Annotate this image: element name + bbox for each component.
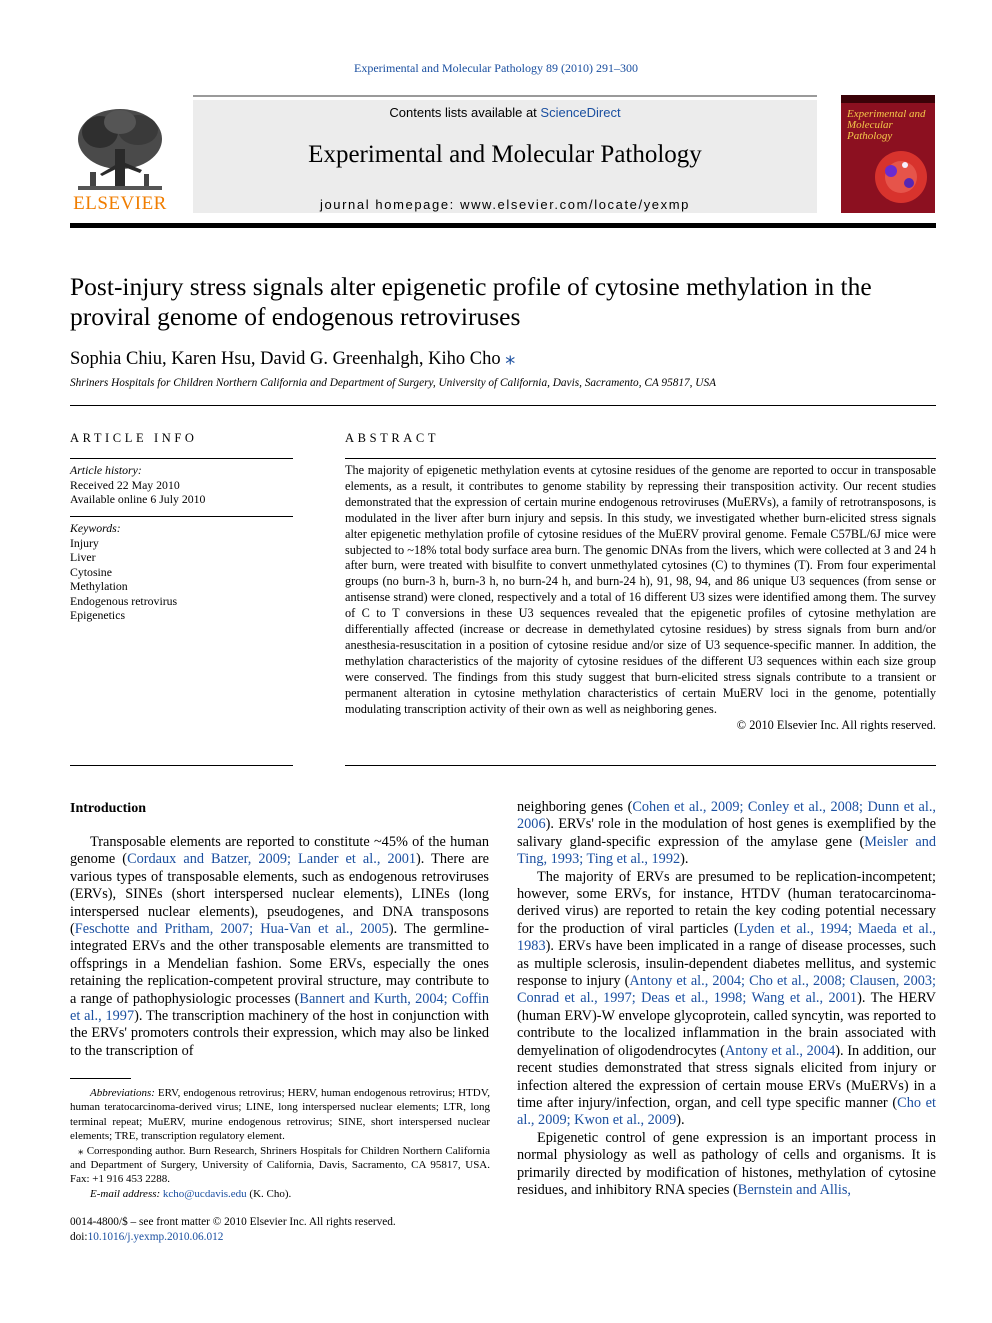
abbreviations-text: ERV, endogenous retrovirus; HERV, human endogenous retrovirus; HTDV, human teratocarcinoma-derived virus; LINE, long interspersed nuclear elements; LTR, long terminal repeat; MuERV, murine endogenous retrovirus; SINE, short interspersed nuclear elements; TRE, transcription regulatory element. [70,1087,490,1143]
keywords-label: Keywords: [70,521,121,535]
intro-paragraph [517,799,936,869]
text-run: The majority of ERVs are presumed to be replication-incompetent; however, some ERVs, for instance, HTDV (human teratocarcinoma-derived virus) are reported to retain the key coding potential necessary for the production of viral particles ( [517,868,936,937]
contents-line [193,105,817,120]
article-info-rule-mid [70,516,293,517]
elsevier-wordmark: ELSEVIER [73,193,167,214]
citation-link[interactable]: Bernstein and Allis, [737,1181,851,1198]
citation-link[interactable]: Meisler and Ting, 1993; Ting et al., 1992 [517,833,936,868]
keyword-item: Injury [70,535,99,550]
received-date: Received 22 May 2010 [70,477,180,492]
citation-link[interactable]: Antony et al., 2004; Cho et al., 2008; Clausen, 2003; Conrad et al., 1997; Deas et al., 1998; Wang et al., 2001 [517,973,936,1007]
article-history [70,463,293,507]
email-suffix: (K. Cho). [246,1187,292,1200]
abbreviations-label: Abbreviations: [90,1087,155,1099]
doi-link[interactable]: 10.1016/j.yexmp.2010.06.012 [87,1230,224,1243]
doi-label: doi: [70,1230,88,1243]
abstract-rule-bottom [345,765,936,766]
abbreviations-footnote [70,1086,490,1144]
journal-title: Experimental and Molecular Pathology [308,141,702,168]
banner-top-rule [193,95,817,97]
keyword-item: Methylation [70,579,128,593]
intro-right-column [517,799,936,1199]
journal-homepage[interactable]: journal homepage: www.elsevier.com/locate/yexmp [319,197,690,212]
introduction-heading: Introduction [70,801,146,816]
text-run: ). The HERV (human ERV)-W envelope glycoprotein, called syncytin, was reported to contribute to the localized inflammation in the brain associated with demyelination of oligodendrocytes ( [517,990,936,1059]
article-title: Post-injury stress signals alter epigenetic profile of cytosine methylation in the proviral genome of endogenous retroviruses [70,272,872,331]
article-info-heading: ARTICLE INFO [70,431,198,445]
footnote-rule [70,1078,131,1079]
authors-text: Sophia Chiu, Karen Hsu, David G. Greenhalgh, Kiho Cho [70,349,501,369]
abstract-copyright: © 2010 Elsevier Inc. All rights reserved. [736,717,936,732]
citation-link[interactable]: Cordaux and Batzer, 2009; Lander et al., 2001 [127,851,417,868]
article-info-rule-top [70,458,293,459]
affiliation: Shriners Hospitals for Children Northern California and Department of Surgery, University of California, Davis, Sacramento, CA 95817, USA [70,377,717,389]
text-run: Transposable elements are reported to constitute ~45% of the human genome ( [70,834,489,868]
sciencedirect-link[interactable]: ScienceDirect [540,105,621,120]
cover-top-strip [841,95,935,103]
keyword-item: Liver [70,550,96,564]
intro-paragraph [517,869,936,1130]
email-label: E-mail address: [90,1187,161,1200]
citation-link[interactable]: Cohen et al., 2009; Conley et al., 2008; Dunn et al., 2006 [517,799,936,833]
email-link[interactable]: kcho@ucdavis.edu [162,1187,247,1200]
intro-paragraph [70,834,489,1060]
citation-link[interactable]: Feschotte and Pritham, 2007; Hua-Van et al., 2005 [74,921,389,938]
text-run: ). In addition, our recent studies demonstrated that stress signals elicited from injury or infection altered the expression of certain mouse ERVs (MuERVs) in a time after injury/infection, organ, and cell type specific manner ( [517,1042,936,1111]
corresponding-author-mark[interactable]: ⁎ [505,347,516,369]
footnotes [70,1086,490,1201]
text-run: ). ERVs' role in the modulation of host genes is exemplified by the salivary gland-specific expression of the amylase gene ( [517,816,936,850]
doi-line [70,1230,396,1245]
keyword-item: Endogenous retrovirus [70,593,178,608]
issn-line: 0014-4800/$ – see front matter © 2010 Elsevier Inc. All rights reserved. [70,1216,396,1228]
text-run: ). The transcription machinery of the host in conjunction with the ERVs' promoters controls their expression, which may also be linked to the transcription of [70,1008,490,1059]
citation-link[interactable]: Bannert and Kurth, 2004; Coffin et al., 1997 [70,990,489,1025]
header-rule [70,223,936,228]
text-run: ). [676,1112,685,1129]
citation-link[interactable]: Lyden et al., 1994; Maeda et al., 1983 [517,920,936,955]
corresponding-footnote: ⁎ Corresponding author. Burn Research, Shriners Hospitals for Children Northern California and Department of Surgery, University of California, Davis, Sacramento, CA 95817, USA. Fax: +1 916 453 2288. [70,1144,490,1186]
text-run: ). The germline-integrated ERVs and the other transposable elements are transmitted to offsprings in a Mendelian fashion. Some ERVs, especially the ones retaining the replication-competent proviral structure, may contribute to a range of pathophysiologic processes ( [70,921,489,1007]
text-run: ). ERVs have been implicated in a range of disease processes, such as multiple sclerosis, insulin-dependent diabetes mellitus, and systemic response to injury ( [517,938,936,990]
abstract-rule-top [345,458,936,459]
intro-paragraph [517,1130,936,1200]
text-run: ). There are various types of transposable elements, such as endogenous retroviruses (ERVs), SINEs (short interspersed nuclear elements), LINEs (long interspersed nuclear elements), pseudogenes, and DNA transposons ( [70,851,490,938]
citation-link[interactable]: Cho et al., 2009; Kwon et al., 2009 [517,1094,936,1129]
front-matter [70,1215,396,1244]
keyword-item: Cytosine [70,564,112,579]
email-footnote [70,1187,490,1201]
author-list [70,345,515,370]
text-run: Epigenetic control of gene expression is an important process in normal physiology as well as pathology of cells and organisms. It is primarily directed by modification of histones, methylation of cytosine residues, and inhibitory RNA species ( [517,1129,936,1198]
title-rule [70,405,936,406]
article-info-rule-bottom [70,765,293,766]
journal-citation[interactable]: Experimental and Molecular Pathology 89 (2010) 291–300 [354,61,638,75]
abstract-text: The majority of epigenetic methylation events at cytosine residues of the genome are reported to occur in transposable elements, as a result, it contributes to genome stability by repressing their transposition activity. Our recent studies demonstrated that the expression of certain murine endogenous retroviruses (MuERVs), a family of retrotransposons, is modulated in the liver after burn injury and sepsis. In this study, we investigated whether burn-elicited stress signals alter epigenetic methylation profile of cytosine residues of the MuERV proviral genome. Female C57BL/6J mice were subjected to ~18% total body surface area burn. The genomic DNAs from the livers, which were collected at 3 and 24 h after burn, were treated with bisulfite to convert unmethylated cytosines (C) to thymines (T). From four experimental groups (no burn-3 h, burn-3 h, no burn-24 h, and burn-24 h), 91, 98, 94, and 86 unique U3 sequences (from sense or antisense strand) were cloned, respectively and a total of 16 different U3 sizes were identified among them. The survey of C to T conversions in these U3 sequences revealed that the epigenetic profiles of cytosine methylation are differentially affected (increase or decrease in demethylated cytosine residues) by stress signals from burn and/or anesthesia-resuscitation in a position of cytosine residue and/or size of U3 sequence-specific manner. In addition, the methylation characteristics of the majority of cytosine residues of the different U3 sequences within each size group were conserved. The findings from this study suggest that burn-elicited stress signals contribute to a transient or permanent alteration in cytosine methylation characteristics of certain MuERV loci in the genome, potentially modulating transcription activity of their own as well as neighboring genes. [345,463,936,716]
text-run: neighboring genes ( [517,799,633,815]
journal-cover-thumbnail[interactable] [841,95,935,213]
cover-title: Experimental and Molecular Pathology [847,108,926,142]
history-label: Article history: [70,463,142,477]
intro-left-column [70,834,489,1060]
contents-prefix: Contents lists available at [389,105,541,120]
cover-cell-image-icon [861,143,931,211]
text-run: ). [680,851,689,868]
keywords-block [70,521,293,623]
citation-link[interactable]: Antony et al., 2004 [724,1042,836,1059]
abstract-heading: ABSTRACT [345,431,440,445]
keyword-item: Epigenetics [70,608,126,622]
available-date: Available online 6 July 2010 [70,492,206,506]
abstract-body [345,463,936,733]
